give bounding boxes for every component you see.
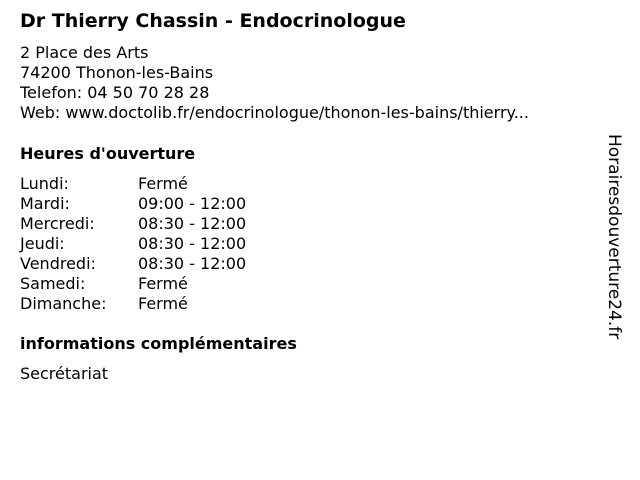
time-value: Fermé bbox=[138, 274, 188, 293]
day-label: Mercredi: bbox=[20, 214, 95, 233]
day-label: Samedi: bbox=[20, 274, 86, 293]
city-address: 74200 Thonon-les-Bains bbox=[20, 63, 214, 82]
website-link: Web: www.doctolib.fr/endocrinologue/thonon-les-bains/thierry... bbox=[20, 103, 529, 122]
street-address: 2 Place des Arts bbox=[20, 43, 149, 62]
day-label: Jeudi: bbox=[20, 234, 65, 253]
time-value: 08:30 - 12:00 bbox=[138, 234, 247, 253]
side-brand-watermark: Horairesdouverture24.fr bbox=[604, 134, 624, 340]
hours-row-tuesday bbox=[20, 194, 246, 214]
time-value: 09:00 - 12:00 bbox=[138, 194, 247, 213]
time-value: Fermé bbox=[138, 174, 188, 193]
day-label: Dimanche: bbox=[20, 294, 107, 313]
hours-row-saturday bbox=[20, 274, 246, 294]
time-value: Fermé bbox=[138, 294, 188, 313]
day-label: Vendredi: bbox=[20, 254, 96, 273]
info-text: Secrétariat bbox=[20, 364, 109, 383]
time-value: 08:30 - 12:00 bbox=[138, 214, 247, 233]
contact-block bbox=[20, 43, 529, 123]
hours-row-friday bbox=[20, 254, 246, 274]
info-heading: informations complémentaires bbox=[20, 334, 297, 353]
time-value: 08:30 - 12:00 bbox=[138, 254, 247, 273]
hours-heading: Heures d'ouverture bbox=[20, 144, 196, 163]
phone-number: Telefon: 04 50 70 28 28 bbox=[20, 83, 210, 102]
hours-row-thursday bbox=[20, 234, 246, 254]
hours-row-sunday bbox=[20, 294, 246, 314]
hours-row-monday bbox=[20, 174, 246, 194]
day-label: Lundi: bbox=[20, 174, 69, 193]
hours-row-wednesday bbox=[20, 214, 246, 234]
day-label: Mardi: bbox=[20, 194, 70, 213]
page-title: Dr Thierry Chassin - Endocrinologue bbox=[20, 10, 406, 32]
opening-hours-table bbox=[20, 174, 246, 314]
